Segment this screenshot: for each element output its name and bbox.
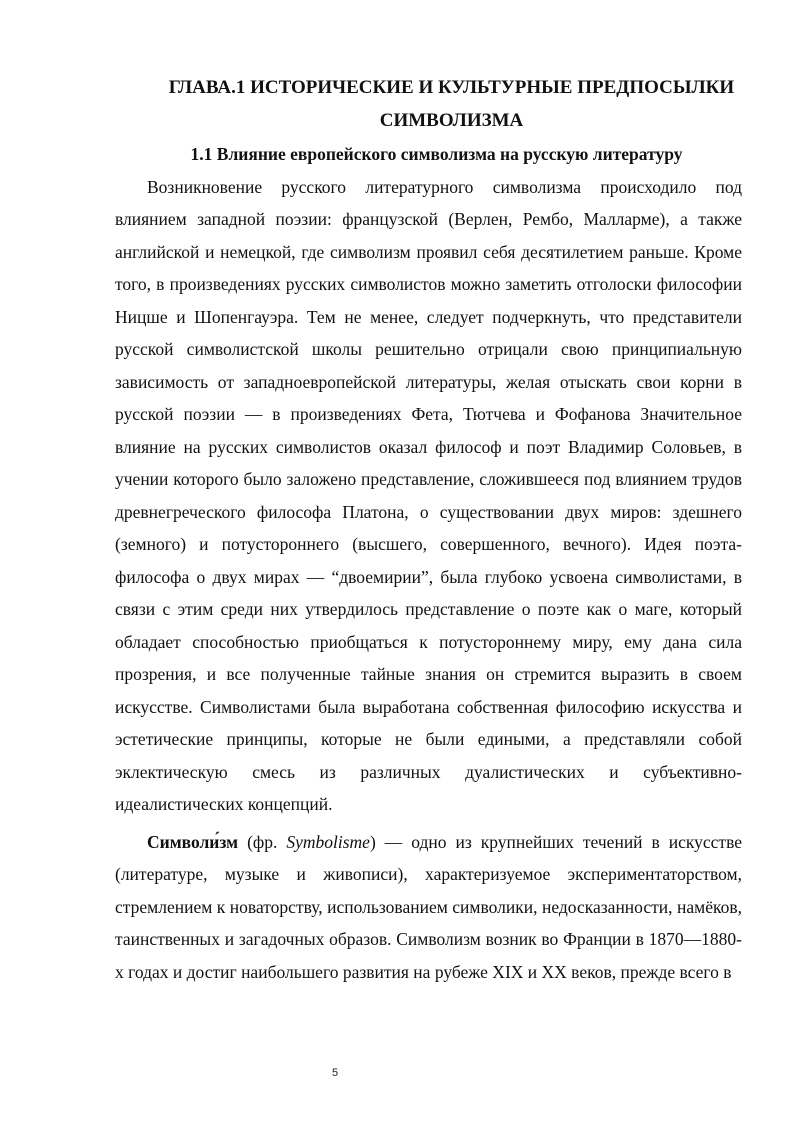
chapter-title: ГЛАВА.1 ИСТОРИЧЕСКИЕ И КУЛЬТУРНЫЕ ПРЕДПОСЫЛКИ СИМВОЛИЗМА (168, 77, 735, 131)
section-title: 1.1 Влияние европейского символизма на русскую литературу (190, 144, 683, 164)
page-number: 5 (331, 1067, 339, 1079)
definition-text: ) — одно из крупнейших течений в искусстве (литературе, музыке и живописи), характеризуемое экспериментаторством, стремлением к новаторству, использованием символики, недосказанности, намёков, таинственных и загадочных образов. Символизм возник во Франции в 1870—1880-х годах и достиг наибольшего развития на рубеже XIX и XX веков, прежде всего в (115, 831, 742, 982)
document-page (115, 72, 742, 988)
paragraph-literary-influence: Возникновение русского литературного символизма происходило под влиянием западной поэзии: французской (Верлен, Рембо, Малларме), а также английской и немецкой, где символизм проявил себя десятилетием раньше. Кроме того, в произведениях русских символистов можно заметить отголоски философии Ницше и Шопенгауэра. Тем не менее, следует подчеркнуть, что представители русской символистской школы решительно отрицали свою принципиальную зависимость от западноевропейской литературы, желая отыскать свои корни в русской поэзии — в произведениях Фета, Тютчева и Фофанова Значительное влияние на русских символистов оказал философ и поэт Владимир Соловьев, в учении которого было заложено представление, сложившееся под влиянием трудов древнегреческого философа Платона, о существовании двух миров: здешнего (земного) и потустороннего (высшего, совершенного, вечного). Идея поэта-философа о двух мирах — “двоемирии”, была глубоко усвоена символистами, в связи с этим среди них утвердилось представление о поэте как о маге, который обладает способностью приобщаться к потустороннему миру, ему дана сила прозрения, и все полученные тайные знания он стремится выразить в своем искусстве. Символистами была выработана собственная философию искусства и эстетические принципы, которые не были едиными, а представляли собой эклектическую смесь из различных дуалистических и субъективно-идеалистических концепций. (115, 176, 742, 814)
paren-open-text: (фр. (238, 831, 287, 852)
term-symbolism: Символи́зм (147, 831, 239, 852)
foreign-term: Symbolisme (286, 831, 370, 852)
paragraph-symbolism-definition (115, 826, 742, 989)
